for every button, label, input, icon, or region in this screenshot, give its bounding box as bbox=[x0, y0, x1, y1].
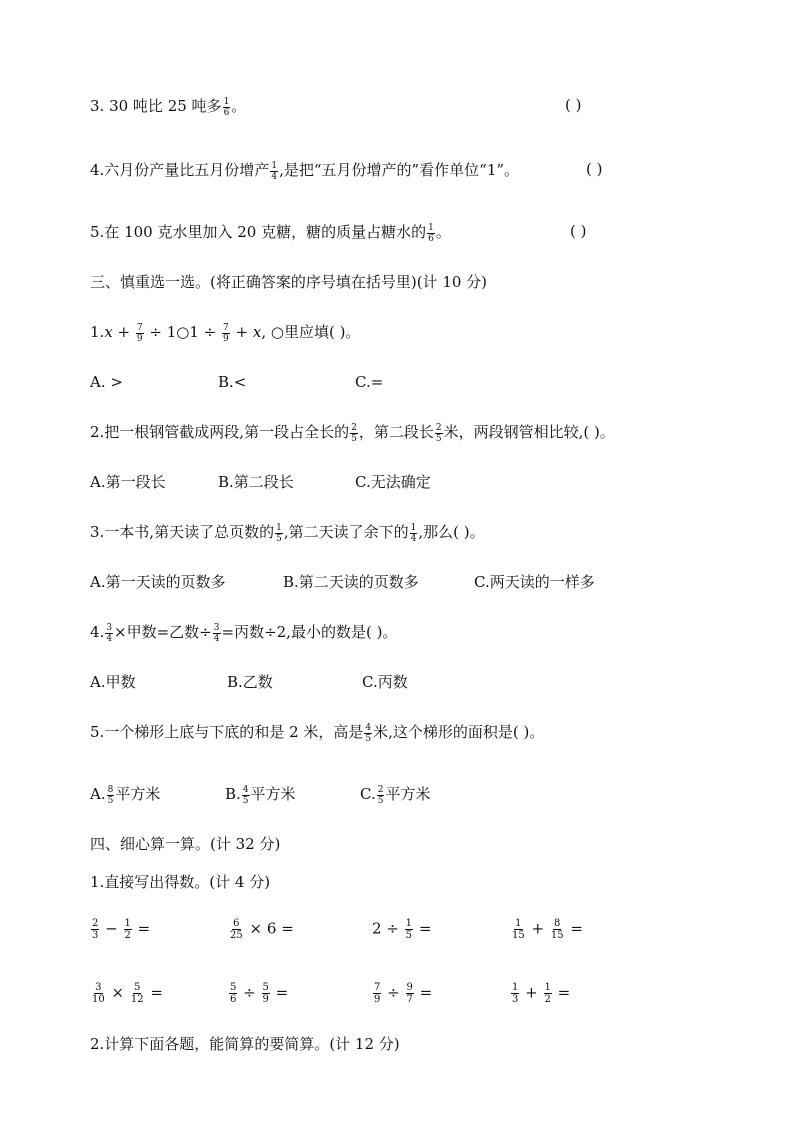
fraction: $\frac{8}{5}$ bbox=[107, 784, 114, 806]
calc-item: $\frac{3}{10}$ × $\frac{5}{12}$ = bbox=[92, 982, 163, 1005]
option-b[interactable]: B.第二段长 bbox=[218, 473, 294, 491]
option-a[interactable]: A. $\frac{8}{5}$ 平方米 bbox=[90, 784, 161, 806]
judge-question-5: 5.在 100 克水里加入 20 克糖，糖的质量占糖水的 $\frac{1}{6}$ 。 bbox=[90, 222, 451, 244]
choice-question-1: 1.x + $\frac{7}{9}$ ÷ 1○1 ÷ $\frac{7}{9}$ + x, ○里应填( )。 bbox=[90, 322, 361, 344]
option-c[interactable]: C.两天读的一样多 bbox=[474, 573, 595, 591]
judge-question-4: 4.六月份产量比五月份增产 $\frac{1}{4}$ ,是把“五月份增产的”看作单位“1”。 bbox=[90, 160, 520, 182]
option-c[interactable]: C.= bbox=[355, 373, 384, 391]
calc-item: $\frac{7}{9}$ ÷ $\frac{9}{7}$ = bbox=[374, 982, 433, 1005]
option-c[interactable]: C.丙数 bbox=[362, 673, 408, 691]
calc-item: $\frac{6}{25}$ × 6 = bbox=[230, 918, 294, 941]
fraction: $\frac{1}{6}$ bbox=[428, 222, 434, 244]
answer-paren[interactable]: ( ) bbox=[570, 222, 587, 240]
fraction: $\frac{1}{4}$ bbox=[410, 522, 417, 544]
calc-item: $\frac{5}{6}$ ÷ $\frac{5}{9}$ = bbox=[230, 982, 289, 1005]
option-a[interactable]: A. > bbox=[90, 373, 123, 391]
fraction: $\frac{2}{5}$ bbox=[435, 422, 442, 444]
option-a[interactable]: A.第一天读的页数多 bbox=[90, 573, 226, 591]
fraction: $\frac{1}{6}$ bbox=[223, 96, 230, 118]
fraction: $\frac{3}{4}$ bbox=[213, 622, 220, 644]
option-a[interactable]: A.第一段长 bbox=[90, 473, 166, 491]
subsection-2-title: 2.计算下面各题，能简算的要简算。(计 12 分) bbox=[90, 1035, 400, 1053]
answer-paren[interactable]: ( ) bbox=[586, 160, 603, 178]
fraction: $\frac{3}{4}$ bbox=[106, 622, 113, 644]
fraction: $\frac{1}{5}$ bbox=[276, 522, 282, 544]
option-b[interactable]: B. $\frac{4}{5}$ 平方米 bbox=[225, 784, 296, 806]
fraction: $\frac{2}{5}$ bbox=[351, 422, 357, 444]
option-c[interactable]: C.无法确定 bbox=[355, 473, 431, 491]
choice-question-4: 4. $\frac{3}{4}$ ×甲数=乙数÷ $\frac{3}{4}$ =丙数÷2,最小的数是( )。 bbox=[90, 622, 398, 644]
subsection-1-title: 1.直接写出得数。(计 4 分) bbox=[90, 873, 271, 891]
option-a[interactable]: A.甲数 bbox=[90, 673, 136, 691]
choice-question-2: 2.把一根钢管截成两段,第一段占全长的 $\frac{2}{5}$ ，第二段长 $\frac{2}{5}$ 米，两段钢管相比较,( )。 bbox=[90, 422, 615, 444]
fraction: $\frac{2}{5}$ bbox=[377, 784, 384, 806]
calc-item: $\frac{2}{3}$ − $\frac{1}{2}$ = bbox=[92, 918, 151, 941]
answer-paren[interactable]: ( ) bbox=[565, 96, 582, 114]
fraction: $\frac{1}{4}$ bbox=[271, 160, 278, 182]
section-3-title: 三、慎重选一选。(将正确答案的序号填在括号里)(计 10 分) bbox=[90, 273, 488, 291]
option-b[interactable]: B.第二天读的页数多 bbox=[283, 573, 419, 591]
section-4-title: 四、细心算一算。(计 32 分) bbox=[90, 835, 281, 853]
fraction: $\frac{7}{9}$ bbox=[136, 322, 143, 344]
calc-item: 2 ÷ $\frac{1}{5}$ = bbox=[372, 918, 432, 941]
calc-item: $\frac{1}{15}$ + $\frac{8}{15}$ = bbox=[512, 918, 583, 941]
fraction: $\frac{4}{5}$ bbox=[365, 722, 372, 744]
fraction: $\frac{4}{5}$ bbox=[242, 784, 249, 806]
calc-item: $\frac{1}{3}$ + $\frac{1}{2}$ = bbox=[512, 982, 571, 1005]
option-c[interactable]: C. $\frac{2}{5}$ 平方米 bbox=[360, 784, 431, 806]
judge-question-3: 3. 30 吨比 25 吨多 $\frac{1}{6}$ 。 bbox=[90, 96, 247, 118]
fraction: $\frac{7}{9}$ bbox=[223, 322, 229, 344]
option-b[interactable]: B.乙数 bbox=[227, 673, 273, 691]
choice-question-3: 3.一本书,第天读了总页数的 $\frac{1}{5}$ ,第二天读了余下的 $\frac{1}{4}$ ,那么( )。 bbox=[90, 522, 485, 544]
option-b[interactable]: B.< bbox=[218, 373, 247, 391]
choice-question-5: 5.一个梯形上底与下底的和是 2 米，高是 $\frac{4}{5}$ 米,这个梯形的面积是( )。 bbox=[90, 722, 545, 744]
